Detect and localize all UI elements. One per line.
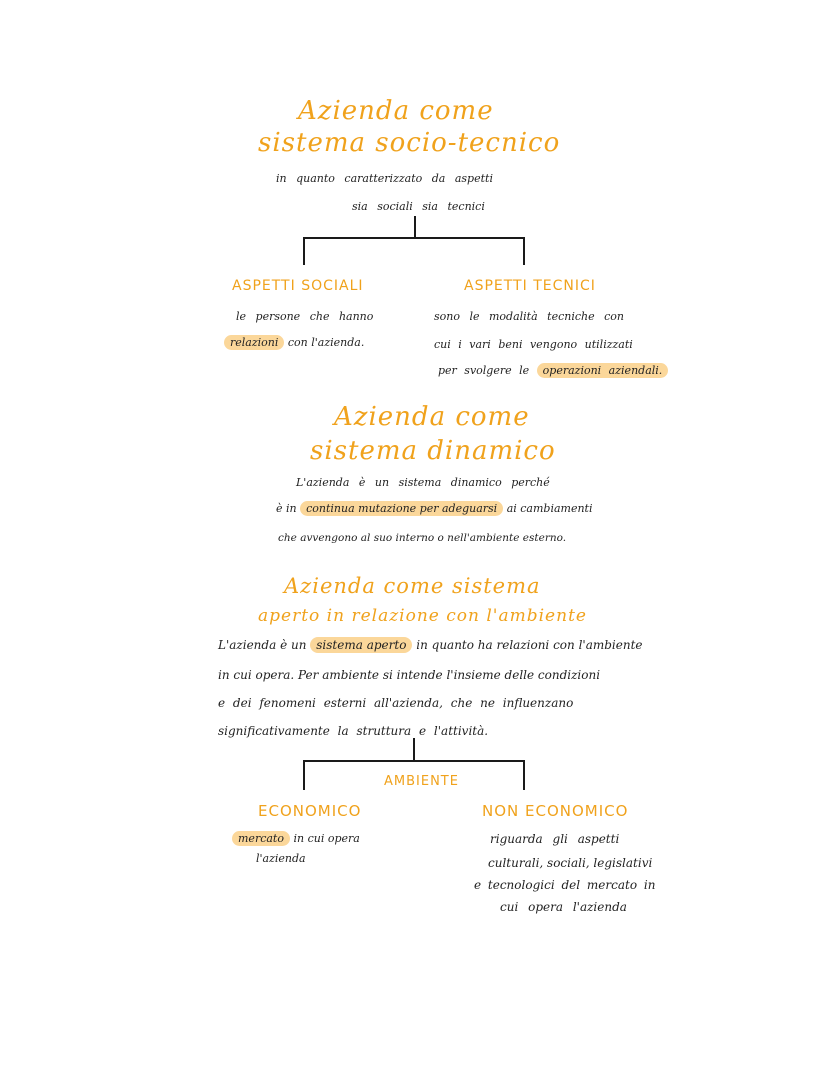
- section1-subtitle: sistema socio-tecnico: [258, 128, 561, 158]
- continua-mutazione-highlight: continua mutazione per adeguarsi: [300, 501, 503, 516]
- relazioni-highlight: relazioni: [224, 335, 284, 350]
- section2-line2: [276, 502, 593, 515]
- tree2-branch: [303, 760, 525, 762]
- tree2-right-leg: [523, 760, 525, 790]
- tree-branch: [303, 237, 525, 239]
- section3-title: Azienda come sistema: [284, 574, 541, 598]
- section3-subtitle: aperto in relazione con l'ambiente: [258, 606, 587, 626]
- aspetti-tecnici-heading: ASPETTI TECNICI: [464, 278, 596, 294]
- non-economico-heading: NON ECONOMICO: [482, 802, 629, 820]
- section3-line4: significativamente la struttura e l'attività.: [218, 724, 489, 738]
- tree-left-leg: [303, 237, 305, 265]
- non-economico-text4: cui opera l'azienda: [500, 900, 627, 914]
- section2-line2-pre: è in: [276, 502, 297, 515]
- aspetti-sociali-text1: le persone che hanno: [236, 310, 374, 323]
- economico-line1: [232, 832, 360, 845]
- section1-intro-line2: sia sociali sia tecnici: [352, 200, 485, 213]
- aspetti-sociali-text2: con l'azienda.: [287, 336, 365, 349]
- tree-stem: [414, 216, 416, 238]
- section3-line1-post: in quanto ha relazioni con l'ambiente: [416, 638, 643, 652]
- sistema-aperto-highlight: sistema aperto: [310, 637, 412, 653]
- aspetti-sociali-line2: [224, 336, 364, 349]
- section3-line2: in cui opera. Per ambiente si intende l'insieme delle condizioni: [218, 668, 601, 682]
- section3-line3: e dei fenomeni esterni all'azienda, che ne influenzano: [218, 696, 574, 710]
- economico-heading: ECONOMICO: [258, 802, 362, 820]
- aspetti-tecnici-text3: per svolgere le: [438, 364, 530, 377]
- non-economico-text3: e tecnologici del mercato in: [474, 878, 656, 892]
- section2-line1: L'azienda è un sistema dinamico perché: [296, 476, 550, 489]
- section3-line1-pre: L'azienda è un: [218, 638, 307, 652]
- non-economico-text1: riguarda gli aspetti: [490, 832, 620, 846]
- operazioni-highlight: operazioni aziendali.: [537, 363, 669, 378]
- section2-line3: che avvengono al suo interno o nell'ambiente esterno.: [278, 532, 567, 544]
- section2-line2-post: ai cambiamenti: [506, 502, 593, 515]
- section1-title: Azienda come: [298, 96, 494, 126]
- mercato-highlight: mercato: [232, 831, 290, 846]
- ambiente-heading: AMBIENTE: [384, 774, 459, 789]
- aspetti-tecnici-line3: [438, 364, 668, 377]
- tree-right-leg: [523, 237, 525, 265]
- section3-line1: [218, 638, 643, 652]
- economico-text2: l'azienda: [256, 852, 306, 865]
- aspetti-tecnici-text2: cui i vari beni vengono utilizzati: [434, 338, 633, 351]
- aspetti-tecnici-text1: sono le modalità tecniche con: [434, 310, 624, 323]
- section2-subtitle: sistema dinamico: [310, 436, 556, 466]
- economico-text1: in cui opera: [293, 832, 360, 845]
- tree2-left-leg: [303, 760, 305, 790]
- non-economico-text2: culturali, sociali, legislativi: [488, 856, 653, 870]
- aspetti-sociali-heading: ASPETTI SOCIALI: [232, 278, 364, 294]
- tree2-stem: [413, 738, 415, 761]
- section2-title: Azienda come: [334, 402, 530, 432]
- section1-intro-line1: in quanto caratterizzato da aspetti: [276, 172, 493, 185]
